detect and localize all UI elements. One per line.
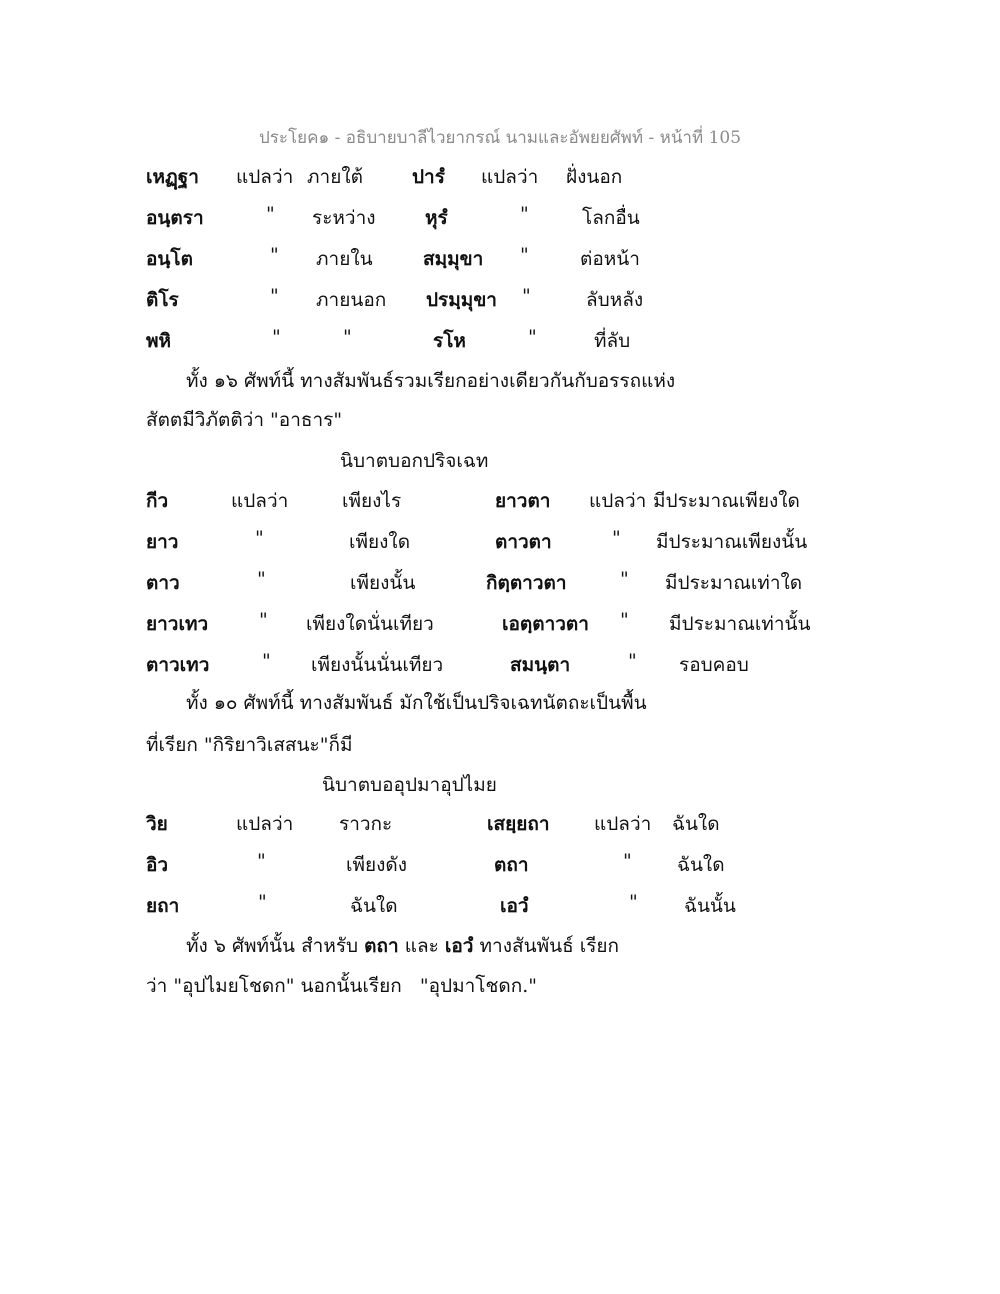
table-row — [0, 609, 1000, 639]
meaning: ฉันใด — [672, 813, 720, 835]
pali-term: ยาวเทว — [146, 613, 209, 635]
paragraph-text: และ — [404, 935, 439, 957]
pali-term: อนฺโต — [146, 248, 193, 270]
pali-term: กิตฺตาวตา — [486, 572, 567, 594]
pali-term: อนฺตรา — [146, 207, 204, 229]
ditto-mark: " — [266, 203, 275, 225]
ditto-mark: " — [629, 891, 638, 913]
meaning: เพียงใดนั่นเทียว — [306, 613, 434, 635]
pali-term: เหฏฺฐา — [146, 166, 199, 188]
ditto-mark: " — [522, 285, 531, 307]
pali-term: สมฺมุขา — [423, 248, 484, 270]
ditto-mark: " — [528, 326, 537, 348]
paragraph-line: ทั้ง ๑๐ ศัพท์นี้ ทางสัมพันธ์ มักใช้เป็นปริจเฉทนัตถะเป็นพื้น — [186, 692, 647, 714]
ditto-mark: " — [270, 285, 279, 307]
paragraph-line: ทั้ง ๑๖ ศัพท์นี้ ทางสัมพันธ์รวมเรียกอย่างเดียวกันกับอรรถแห่ง — [186, 370, 676, 392]
pali-term: วิย — [146, 813, 168, 835]
pali-term: ยาวตา — [495, 490, 551, 512]
table-row — [0, 285, 1000, 315]
meaning: มีประมาณเท่านั้น — [669, 613, 811, 635]
paragraph-line: ว่า "อุปไมยโชดก" นอกนั้นเรียก "อุปมาโชดก." — [146, 975, 537, 997]
pali-term: หุรํ — [425, 207, 448, 229]
pali-term: ปรมฺมุขา — [426, 289, 497, 311]
pali-term: อิว — [146, 854, 169, 876]
meaning: ลับหลัง — [586, 289, 644, 311]
ditto-mark: " — [262, 650, 271, 672]
meaning-label: แปลว่า — [589, 490, 647, 512]
meaning: เพียงไร — [342, 490, 402, 512]
pali-term: กีว — [146, 490, 169, 512]
meaning: เพียงนั้น — [350, 572, 416, 594]
meaning: มีประมาณเพียงใด — [653, 490, 800, 512]
table-row — [0, 650, 1000, 680]
meaning-label: แปลว่า — [236, 813, 294, 835]
table-row — [0, 162, 1000, 192]
meaning: ภายใน — [316, 248, 373, 270]
meaning-label: แปลว่า — [236, 166, 294, 188]
pali-term: ยาว — [146, 531, 179, 553]
meaning: เพียงใด — [349, 531, 411, 553]
page-header: ประโยค๑ - อธิบายบาลีไวยากรณ์ นามและอัพยยศัพท์ - หน้าที่ 105 — [258, 128, 742, 148]
meaning: ระหว่าง — [312, 207, 376, 229]
paragraph-text: ทั้ง ๖ ศัพท์นั้น สำหรับ — [186, 935, 359, 957]
meaning: ฉันใด — [350, 895, 398, 917]
ditto-mark: " — [343, 326, 352, 348]
ditto-mark: " — [620, 568, 629, 590]
table-row — [0, 244, 1000, 274]
ditto-mark: " — [257, 850, 266, 872]
pali-term: ติโร — [146, 289, 179, 311]
meaning: เพียงนั้นนั่นเทียว — [311, 654, 444, 676]
pali-term: ยถา — [146, 895, 180, 917]
paragraph-text: ทางสันพันธ์ เรียก — [479, 935, 620, 957]
meaning: ที่ลับ — [594, 330, 631, 352]
pali-term: ตาวตา — [495, 531, 552, 553]
meaning: มีประมาณเพียงนั้น — [656, 531, 808, 553]
section-heading: นิบาตบอกปริจเฉท — [340, 450, 489, 472]
meaning-label: แปลว่า — [231, 490, 289, 512]
pali-term: ตถา — [494, 854, 529, 876]
pali-term: เอตฺตาวตา — [502, 613, 589, 635]
ditto-mark: " — [628, 650, 637, 672]
pali-term: เอวํ — [500, 895, 529, 917]
ditto-mark: " — [272, 326, 281, 348]
meaning: ฝั่งนอก — [566, 166, 623, 188]
pali-term: ตาวเทว — [146, 654, 210, 676]
meaning: ฉันใด — [677, 854, 725, 876]
pali-term: สมนฺตา — [510, 654, 571, 676]
meaning: ต่อหน้า — [580, 248, 640, 270]
ditto-mark: " — [270, 244, 279, 266]
pali-term: ตาว — [146, 572, 180, 594]
ditto-mark: " — [623, 850, 632, 872]
table-row — [0, 809, 1000, 839]
meaning-label: แปลว่า — [594, 813, 652, 835]
pali-term: รโห — [433, 330, 466, 352]
table-row — [0, 326, 1000, 356]
paragraph-line: ที่เรียก "กิริยาวิเสสนะ"ก็มี — [146, 734, 353, 756]
ditto-mark: " — [258, 891, 267, 913]
pali-term: ตถา — [364, 935, 399, 957]
pali-term: ปารํ — [412, 166, 445, 188]
meaning: เพียงดัง — [346, 854, 408, 876]
meaning: ภายใต้ — [307, 166, 363, 188]
table-row — [0, 850, 1000, 880]
paragraph-line — [186, 931, 619, 961]
table-row — [0, 527, 1000, 557]
ditto-mark: " — [612, 527, 621, 549]
meaning: รอบคอบ — [679, 654, 749, 676]
meaning: ภายนอก — [316, 289, 387, 311]
ditto-mark: " — [520, 203, 529, 225]
ditto-mark: " — [257, 568, 266, 590]
ditto-mark: " — [620, 609, 629, 631]
table-row — [0, 568, 1000, 598]
ditto-mark: " — [259, 609, 268, 631]
pali-term: พหิ — [146, 330, 172, 352]
meaning: ฉันนั้น — [684, 895, 736, 917]
ditto-mark: " — [255, 527, 264, 549]
meaning: ราวกะ — [339, 813, 393, 835]
meaning: มีประมาณเท่าใด — [665, 572, 803, 594]
ditto-mark: " — [520, 244, 529, 266]
pali-term: เอวํ — [444, 935, 474, 957]
pali-term: เสยฺยถา — [487, 813, 550, 835]
meaning-label: แปลว่า — [481, 166, 539, 188]
meaning: โลกอื่น — [582, 207, 640, 229]
table-row — [0, 203, 1000, 233]
table-row — [0, 486, 1000, 516]
paragraph-line: สัตตมีวิภัตติว่า "อาธาร" — [146, 409, 343, 431]
section-heading: นิบาตบออุปมาอุปไมย — [322, 774, 497, 796]
table-row — [0, 891, 1000, 921]
